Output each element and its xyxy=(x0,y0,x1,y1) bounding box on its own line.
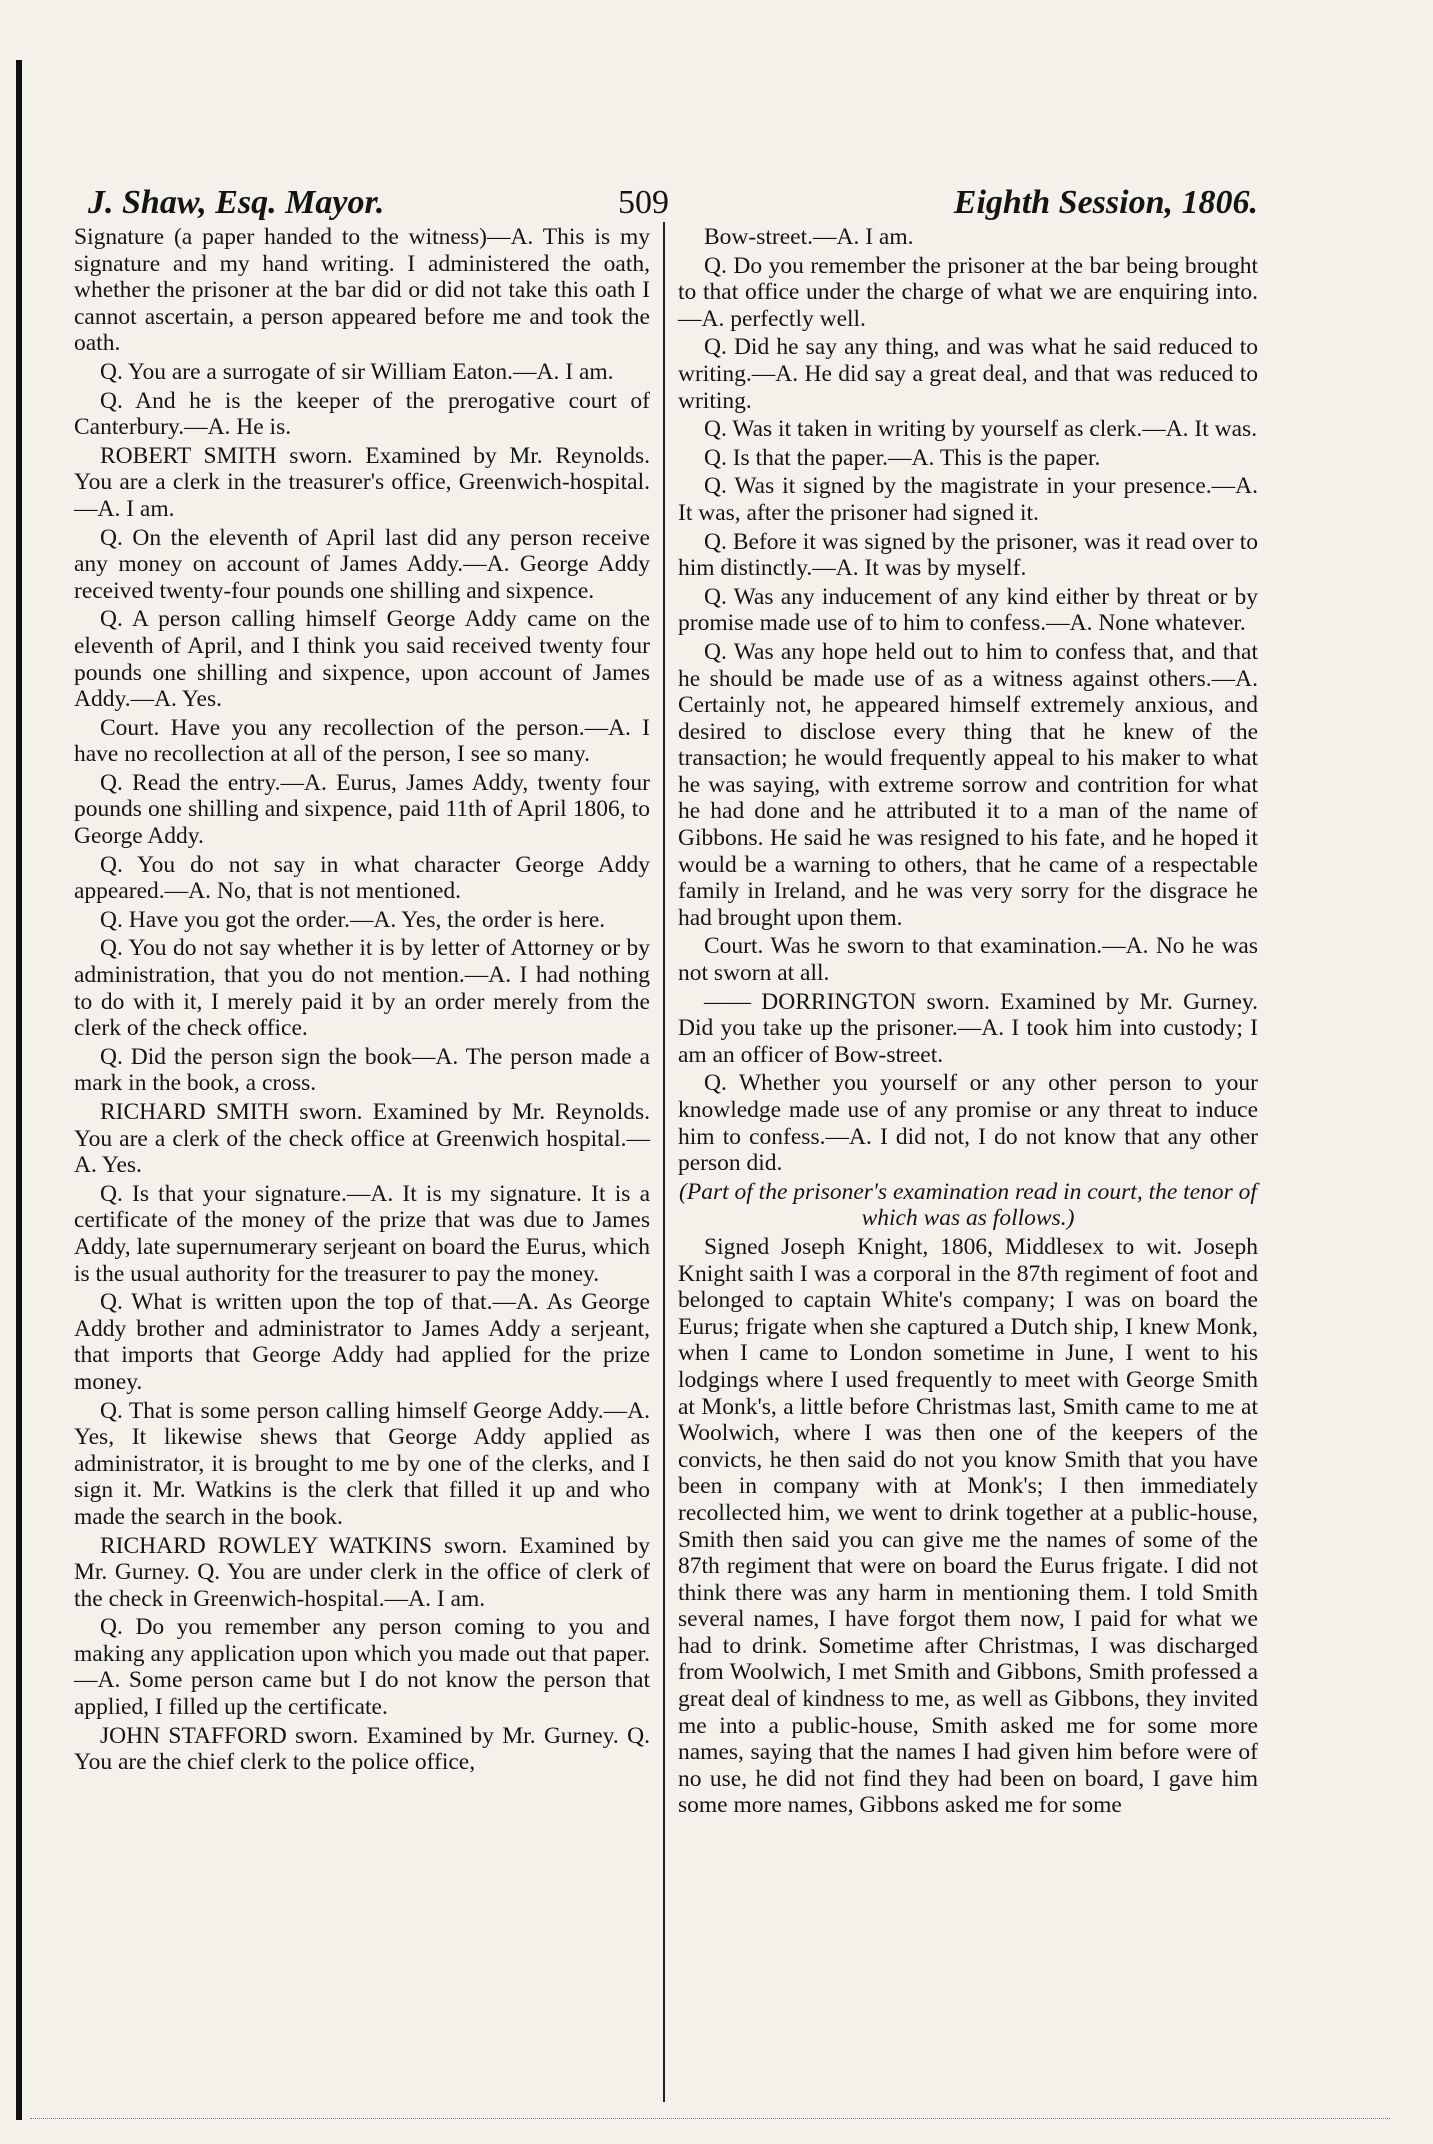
paragraph: Q. Did the person sign the book—A. The person made a mark in the book, a cross. xyxy=(74,1043,650,1097)
paragraph: Q. Was it taken in writing by yourself as clerk.—A. It was. xyxy=(704,416,1258,443)
paragraph: Bow-street.—A. I am. xyxy=(704,224,914,250)
paragraph: Court. Was he sworn to that examination.—A. No he was not sworn at all. xyxy=(678,933,1258,987)
paragraph: Q. Is that the paper.—A. This is the paper. xyxy=(704,444,1101,471)
paragraph: Q. Do you remember the prisoner at the bar being brought to that office under the charge of what we are enquiring into.—A. perfectly well. xyxy=(678,252,1258,332)
paragraph: RICHARD SMITH sworn. Examined by Mr. Reynolds. You are a clerk of the check office at Greenwich hospital.—A. Yes. xyxy=(74,1099,650,1179)
right-column xyxy=(678,224,1258,1821)
paragraph: Q. Is that your signature.—A. It is my signature. It is a certificate of the money of the prize that was due to James Addy, late supernumerary serjeant on board the Eurus, which is the usual authority for the treasurer to pay the money. xyxy=(74,1180,650,1287)
paragraph: Q. Do you remember any person coming to you and making any application upon which you made out that paper.—A. Some person came but I do not know the person that applied, I filled up the certificate. xyxy=(74,1614,650,1721)
column-divider xyxy=(663,222,665,2102)
paragraph: Signature (a paper handed to the witness)—A. This is my signature and my hand writing. I administered the oath, whether the prisoner at the bar did or did not take this oath I cannot ascertain, a person appeared before me and took the oath. xyxy=(74,224,650,357)
left-margin-rule xyxy=(16,60,22,2120)
paragraph: (Part of the prisoner's examination read in court, the tenor of which was as follows.) xyxy=(679,1178,1257,1232)
paragraph: Q. That is some person calling himself George Addy.—A. Yes, It likewise shews that George Addy applied as administrator, it is brought to me by one of the clerks, and I sign it. Mr. Watkins is the clerk that filled it up and who made the search in the book. xyxy=(74,1397,650,1530)
paragraph: Q. Was any inducement of any kind either by threat or by promise made use of to him to confess.—A. None whatever. xyxy=(678,583,1258,637)
bottom-edge xyxy=(30,2118,1390,2123)
paragraph: —— DORRINGTON sworn. Examined by Mr. Gurney. Did you take up the prisoner.—A. I took him into custody; I am an officer of Bow-street. xyxy=(678,988,1258,1068)
paragraph: Q. Before it was signed by the prisoner, was it read over to him distinctly.—A. It was by myself. xyxy=(678,528,1258,582)
page-number: 509 xyxy=(618,184,669,221)
paragraph: ROBERT SMITH sworn. Examined by Mr. Reynolds. You are a clerk in the treasurer's office, Greenwich-hospital.—A. I am. xyxy=(74,442,650,522)
paragraph: Q. Did he say any thing, and was what he said reduced to writing.—A. He did say a great deal, and that was reduced to writing. xyxy=(678,334,1258,414)
paragraph: Q. You do not say in what character George Addy appeared.—A. No, that is not mentioned. xyxy=(74,851,650,905)
header-left-mayor: J. Shaw, Esq. Mayor. xyxy=(88,184,385,221)
paragraph: Q. A person calling himself George Addy came on the eleventh of April, and I think you said received twenty four pounds one shilling and sixpence, upon account of James Addy.—A. Yes. xyxy=(74,606,650,713)
paragraph: Signed Joseph Knight, 1806, Middlesex to wit. Joseph Knight saith I was a corporal in the 87th regiment of foot and belonged to captain White's company; I was on board the Eurus; frigate when she captured a Dutch ship, I knew Monk, when I came to London sometime in June, I went to his lodgings where I used frequently to meet with George Smith at Monk's, a little before Christmas last, Smith came to me at Woolwich, where I was then one of the keepers of the convicts, he then said do not you know Smith that you have been in company with at Monk's; I then immediately recollected him, we went to drink together at a public-house, Smith then said you can give me the names of some of the 87th regiment that were on board the Eurus frigate. I did not think there was any harm in mentioning them. I told Smith several names, I have forgot them now, I paid for what we had to drink. Sometime after Christmas, I was discharged from Woolwich, I met Smith and Gibbons, Smith professed a great deal of kindness to me, as well as Gibbons, they invited me into a public-house, Smith asked me for some more names, saying that the names I had given him before were of no use, he did not find they had been on board, I gave him some more names, Gibbons asked me for some xyxy=(678,1233,1258,1819)
left-column xyxy=(74,224,650,1778)
header-right-session: Eighth Session, 1806. xyxy=(953,184,1258,221)
paragraph: Q. Was it signed by the magistrate in your presence.—A. It was, after the prisoner had signed it. xyxy=(678,473,1258,526)
paragraph: Q. Whether you yourself or any other person to your knowledge made use of any promise or any threat to induce him to confess.—A. I did not, I do not know that any other person did. xyxy=(678,1070,1258,1177)
paragraph: JOHN STAFFORD sworn. Examined by Mr. Gurney. Q. You are the chief clerk to the police office, xyxy=(74,1722,650,1776)
paragraph: Q. You are a surrogate of sir William Eaton.—A. I am. xyxy=(100,358,614,385)
running-header xyxy=(78,178,1258,230)
paragraph: Q. Have you got the order.—A. Yes, the order is here. xyxy=(100,906,606,933)
paragraph: Q. What is written upon the top of that.—A. As George Addy brother and administrator to James Addy a serjeant, that imports that George Addy had applied for the prize money. xyxy=(74,1289,650,1395)
paragraph: Court. Have you any recollection of the person.—A. I have no recollection at all of the person, I see so many. xyxy=(74,714,650,768)
paragraph: Q. Read the entry.—A. Eurus, James Addy, twenty four pounds one shilling and sixpence, paid 11th of April 1806, to George Addy. xyxy=(74,769,650,850)
paragraph: Q. On the eleventh of April last did any person receive any money on account of James Addy.—A. George Addy received twenty-four pounds one shilling and sixpence. xyxy=(74,524,650,604)
paragraph: RICHARD ROWLEY WATKINS sworn. Examined by Mr. Gurney. Q. You are under clerk in the office of clerk of the check in Greenwich-hospital.—A. I am. xyxy=(74,1532,650,1612)
paragraph: Q. You do not say whether it is by letter of Attorney or by administration, that you do not mention.—A. I had nothing to do with it, I merely paid it by an order merely from the clerk of the check office. xyxy=(74,935,650,1042)
paragraph: Q. Was any hope held out to him to confess that, and that he should be made use of as a witness against others.—A. Certainly not, he appeared himself extremely anxious, and desired to disclose every thing that he knew of the transaction; he would frequently appeal to his maker to what he was saying, with extreme sorrow and contrition for what he had done and he attributed it to a man of the name of Gibbons. He said he was resigned to his fate, and he hoped it would be a warning to others, that he came of a respectable family in Ireland, and he was very sorry for the disgrace he had brought upon them. xyxy=(678,638,1258,931)
paragraph: Q. And he is the keeper of the prerogative court of Canterbury.—A. He is. xyxy=(74,387,650,441)
